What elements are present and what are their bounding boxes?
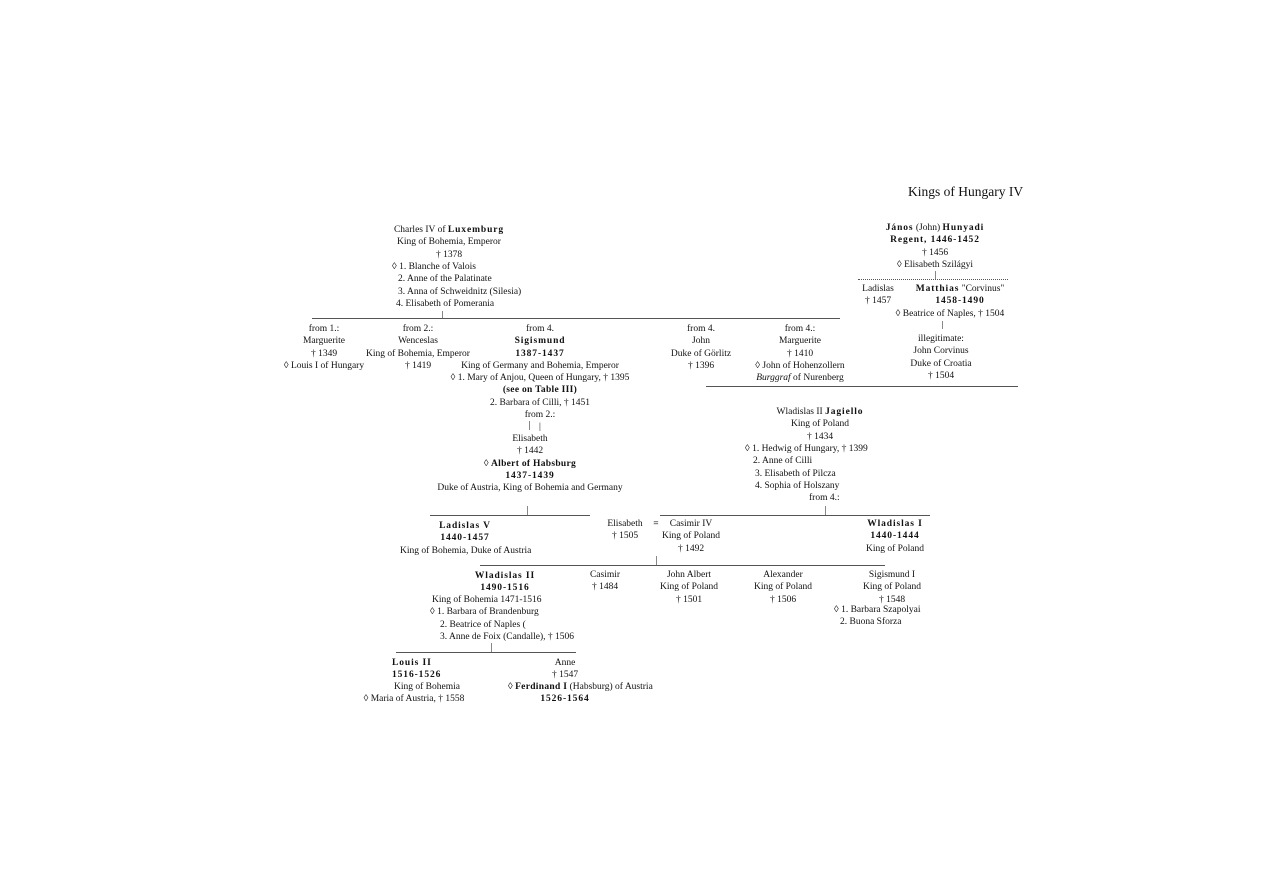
charles-name-prefix: Charles IV of <box>393 225 448 235</box>
marguerite-4-name: Marguerite <box>778 336 822 347</box>
louis-ii-block <box>392 657 448 682</box>
matthias-descent-line <box>942 321 943 329</box>
alexander-block <box>746 569 820 606</box>
sigismund-block <box>430 323 650 434</box>
casimir-iv-title: King of Poland <box>661 531 721 542</box>
wladislas-i-title: King of Poland <box>865 543 925 554</box>
louis-ii-name: Louis II <box>392 658 432 668</box>
anne-name: Anne <box>554 658 576 668</box>
ladislas-v-reign: 1440-1457 <box>440 533 490 544</box>
ladislas-v-title: King of Bohemia, Duke of Austria <box>400 545 532 556</box>
sigismund-from: from 4. <box>526 324 554 334</box>
john-albert-name: John Albert <box>666 570 712 580</box>
jagiello-spouse-2: 2. Anne of Cilli <box>753 456 813 467</box>
marriage-equals-sign: = <box>653 519 659 529</box>
jagiello-descent-line <box>825 506 826 515</box>
charles-descent-line <box>442 311 443 318</box>
wladislas-ii-reign: 1490-1516 <box>480 583 530 594</box>
jagiello-spouse-3: 3. Elisabeth of Pilcza <box>755 468 836 479</box>
wenceslas-name: Wenceslas <box>398 336 438 347</box>
albert-children-line <box>430 515 590 516</box>
sigismund-spouse-1: ◊ 1. Mary of Anjou, Queen of Hungary, † 1395 <box>450 373 630 384</box>
john-gorlitz-death: † 1396 <box>687 360 715 371</box>
casimir-iv-children-line <box>480 565 885 566</box>
sigismund-i-block <box>854 569 930 606</box>
wladislas-i-block <box>850 518 940 555</box>
jagiello-spouses <box>745 443 868 504</box>
sigismund-i-spouse-2: 2. Buona Sforza <box>840 617 902 628</box>
albert-reign: 1437-1439 <box>505 470 555 481</box>
casimir-iv-descent-line <box>656 556 657 565</box>
marguerite-4-block <box>730 323 870 384</box>
albert-title: Duke of Austria, King of Bohemia and Germany <box>437 483 623 494</box>
elisabeth-2-name: Elisabeth <box>607 519 643 529</box>
jagiello-spouse-4: 4. Sophia of Holszany <box>755 480 840 491</box>
hunyadi-house: Hunyadi <box>942 223 985 233</box>
ferdinand-reign: 1526-1564 <box>540 694 590 704</box>
hunyadi-regent: Regent, 1446-1452 <box>890 235 980 246</box>
charles-spouse-4: 4. Elisabeth of Pomerania <box>396 298 495 309</box>
elisabeth-spouse-mark: ◊ <box>483 458 491 469</box>
sigismund-i-spouses <box>834 604 920 629</box>
casimir-death: † 1484 <box>591 582 619 593</box>
hunyadi-children-line <box>858 279 1008 280</box>
jagiello-title: King of Poland <box>790 419 850 430</box>
wladislas-ii-spouse-3: 3. Anne de Foix (Candalle), † 1506 <box>440 631 575 642</box>
marguerite-1-name: Marguerite <box>302 336 346 347</box>
wladislas-ii-name: Wladislas II <box>474 571 536 581</box>
burggraf-text: Burggraf <box>756 373 791 384</box>
wladislas-ii-title: King of Bohemia 1471-1516 <box>432 595 542 605</box>
marguerite-4-spouse: ◊ John of Hohenzollern <box>755 360 845 371</box>
jagiello-separator-line <box>706 386 1018 387</box>
jagiello-death: † 1434 <box>806 431 834 442</box>
sigismund-i-death: † 1548 <box>878 594 906 605</box>
hunyadi-name: János <box>885 223 914 233</box>
john-albert-death: † 1501 <box>675 594 703 605</box>
matthias-nickname: "Corvinus" <box>959 284 1005 294</box>
charles-children-line <box>312 318 840 319</box>
marguerite-4-death: † 1410 <box>786 348 814 359</box>
elisabeth-2-death: † 1505 <box>611 531 639 542</box>
wenceslas-title: King of Bohemia, Emperor <box>366 348 470 359</box>
hunyadi-death: † 1456 <box>921 247 949 258</box>
jagiello-spouse-1: ◊ 1. Hedwig of Hungary, † 1399 <box>745 444 868 454</box>
matthias-block <box>900 283 1020 308</box>
sigismund-from-2: from 2.: <box>524 410 556 421</box>
wladislas-i-name: Wladislas I <box>867 519 923 529</box>
ladislas-v-block <box>400 520 530 557</box>
john-albert-block <box>652 569 726 606</box>
casimir-name: Casimir <box>589 570 621 580</box>
wladislas-ii-details <box>424 594 574 643</box>
wladislas-ii-block <box>460 570 550 595</box>
illegitimate-label: illegitimate: <box>918 334 964 344</box>
charles-spouses <box>392 261 521 310</box>
matthias-illegitimate-block <box>886 333 996 382</box>
elisabeth-name: Elisabeth <box>512 434 548 444</box>
elisabeth-block <box>430 433 630 494</box>
wladislas-ii-spouse-1: ◊ 1. Barbara of Brandenburg <box>430 607 539 618</box>
alexander-title: King of Poland <box>753 582 813 593</box>
wenceslas-from: from 2.: <box>402 324 434 334</box>
sigismund-spouse-2: 2. Barbara of Cilli, † 1451 <box>490 397 590 408</box>
jagiello-house: Jagiello <box>825 407 864 417</box>
albert-descent-line <box>527 506 528 515</box>
wladislas-ii-descent-line <box>491 643 492 652</box>
jagiello-name-prefix: Wladislas II <box>776 407 826 417</box>
sigismund-i-name: Sigismund I <box>868 570 916 580</box>
john-albert-title: King of Poland <box>659 582 719 593</box>
albert-habsburg-name: Albert of Habsburg <box>490 458 577 469</box>
sigismund-i-spouse-1: ◊ 1. Barbara Szapolyai <box>834 605 921 615</box>
jagiello-from-4: from 4.: <box>809 493 840 504</box>
nurenberg-text: of Nurenberg <box>790 373 844 384</box>
john-corvinus-name: John Corvinus <box>913 346 969 357</box>
ferdinand-house: (Habsburg) of Austria <box>567 682 653 692</box>
elisabeth-2-block <box>600 518 650 543</box>
jagiello-block <box>760 406 880 443</box>
hunyadi-block <box>870 222 1000 271</box>
sigismund-bar: | <box>539 422 541 433</box>
anne-spouse-mark: ◊ <box>508 682 516 692</box>
louis-ii-title: King of Bohemia <box>394 682 460 692</box>
sigismund-to-elisabeth-line <box>529 421 530 430</box>
charles-spouse-2: 2. Anne of the Palatinate <box>398 274 492 285</box>
charles-spouse-1: ◊ 1. Blanche of Valois <box>392 262 476 272</box>
wladislas-ii-children-line <box>396 652 576 653</box>
ladislas-v-name: Ladislas V <box>439 521 491 531</box>
john-corvinus-title: Duke of Croatia <box>910 358 972 369</box>
marguerite-1-from: from 1.: <box>308 324 340 334</box>
anne-block <box>530 657 600 682</box>
page-title: Kings of Hungary IV <box>908 184 1024 199</box>
ferdinand-name: Ferdinand I <box>515 682 568 692</box>
wladislas-i-reign: 1440-1444 <box>870 531 920 542</box>
casimir-iv-name: Casimir IV <box>669 519 713 529</box>
alexander-name: Alexander <box>763 570 803 580</box>
sigismund-title: King of Germany and Bohemia, Emperor <box>461 360 619 371</box>
casimir-block <box>582 569 628 594</box>
louis-ii-spouse: ◊ Maria of Austria, † 1558 <box>363 694 465 704</box>
casimir-iv-death: † 1492 <box>677 543 705 554</box>
wladislas-ii-spouse-2: 2. Beatrice of Naples ( <box>440 619 526 630</box>
john-gorlitz-name: John <box>692 336 710 347</box>
ladislas-hunyadi-death: † 1457 <box>864 296 892 307</box>
charles-title: King of Bohemia, Emperor <box>397 237 501 248</box>
matthias-name: Matthias <box>915 284 960 294</box>
ladislas-hunyadi-name: Ladislas <box>862 284 894 294</box>
john-gorlitz-title: Duke of Görlitz <box>670 348 732 359</box>
sigismund-i-title: King of Poland <box>862 582 922 593</box>
matthias-reign: 1458-1490 <box>935 296 985 307</box>
alexander-death: † 1506 <box>769 594 797 605</box>
louis-ii-reign: 1516-1526 <box>392 670 442 681</box>
casimir-iv-block <box>656 518 726 555</box>
hunyadi-descent-line <box>935 271 936 279</box>
charles-spouse-3: 3. Anna of Schweidnitz (Silesia) <box>398 286 522 297</box>
ladislas-hunyadi-block <box>852 283 904 308</box>
marguerite-1-death: † 1349 <box>310 348 338 359</box>
sigismund-see-table: (see on Table III) <box>502 385 578 396</box>
sigismund-reign: 1387-1437 <box>515 348 565 359</box>
wenceslas-death: † 1419 <box>404 360 432 371</box>
charles-iv-block <box>374 224 524 261</box>
sigismund-name: Sigismund <box>514 336 566 347</box>
hunyadi-spouse: ◊ Elisabeth Szilágyi <box>897 259 973 270</box>
john-gorlitz-from: from 4. <box>687 324 715 334</box>
anne-death: † 1547 <box>551 670 579 681</box>
marguerite-1-block <box>272 323 376 372</box>
marguerite-4-from: from 4.: <box>784 324 816 334</box>
charles-house: Luxemburg <box>447 225 505 235</box>
anne-spouse <box>508 681 678 693</box>
john-corvinus-death: † 1504 <box>927 370 955 381</box>
marguerite-1-spouse: ◊ Louis I of Hungary <box>283 360 365 371</box>
hunyadi-name-mid: (John) <box>913 223 943 233</box>
jagiello-children-line <box>660 515 930 516</box>
charles-death: † 1378 <box>435 249 463 260</box>
matthias-spouse: ◊ Beatrice of Naples, † 1504 <box>895 309 1005 319</box>
elisabeth-death: † 1442 <box>516 446 544 457</box>
